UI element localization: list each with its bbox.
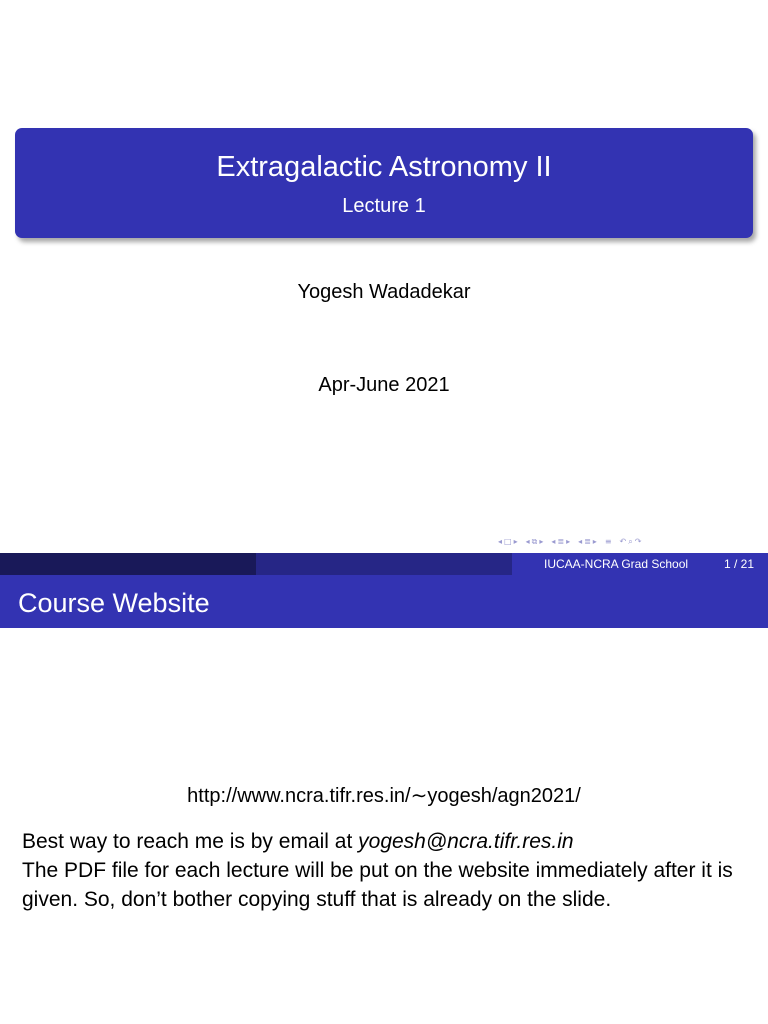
nav-right-icon[interactable]: ▸	[566, 537, 571, 546]
frame-icon[interactable]: □	[504, 537, 512, 546]
search-icon[interactable]: ⌕	[628, 537, 633, 546]
nav-left-icon[interactable]: ◂	[578, 537, 583, 546]
nav-left-icon[interactable]: ◂	[498, 537, 503, 546]
section-icon[interactable]: ≣	[557, 537, 565, 546]
contact-text: Best way to reach me is by email at	[22, 830, 359, 853]
email-address[interactable]: yogesh@ncra.tifr.res.in	[358, 830, 574, 853]
nav-left-icon[interactable]: ◂	[551, 537, 556, 546]
slide-body	[22, 827, 752, 914]
back-icon[interactable]: ↷	[634, 537, 642, 546]
nav-right-icon[interactable]: ▸	[539, 537, 544, 546]
footer-page-number: 1 / 21	[723, 557, 754, 571]
footer-segment-left	[0, 553, 256, 575]
nav-right-icon[interactable]: ▸	[592, 537, 597, 546]
presentation-date: Apr-June 2021	[318, 374, 450, 396]
slide-footer	[0, 553, 768, 575]
frame-title-bar	[0, 575, 768, 628]
author-name: Yogesh Wadadekar	[297, 281, 471, 303]
loop-icon[interactable]: ↶	[619, 537, 627, 546]
beamer-navigation	[498, 535, 643, 549]
footer-school: IUCAA-NCRA Grad School	[544, 557, 689, 571]
course-website-url[interactable]: http://www.ncra.tifr.res.in/∼yogesh/agn2021/	[187, 785, 581, 807]
footer-segment-middle	[256, 553, 512, 575]
presentation-title: Extragalactic Astronomy II	[216, 151, 552, 183]
nav-left-icon[interactable]: ◂	[525, 537, 530, 546]
document-icon[interactable]: ≣	[584, 537, 591, 546]
lecture-subtitle: Lecture 1	[342, 195, 426, 217]
subsection-icon[interactable]: ⧉	[531, 537, 538, 546]
nav-right-icon[interactable]: ▸	[513, 537, 518, 546]
align-icon[interactable]: ≡	[604, 537, 612, 546]
frame-title: Course Website	[18, 588, 210, 618]
title-block	[15, 128, 753, 238]
pdf-note: The PDF file for each lecture will be put on the website immediately after it is given. So, don’t bother copying stuff that is already on the slide.	[22, 859, 733, 911]
